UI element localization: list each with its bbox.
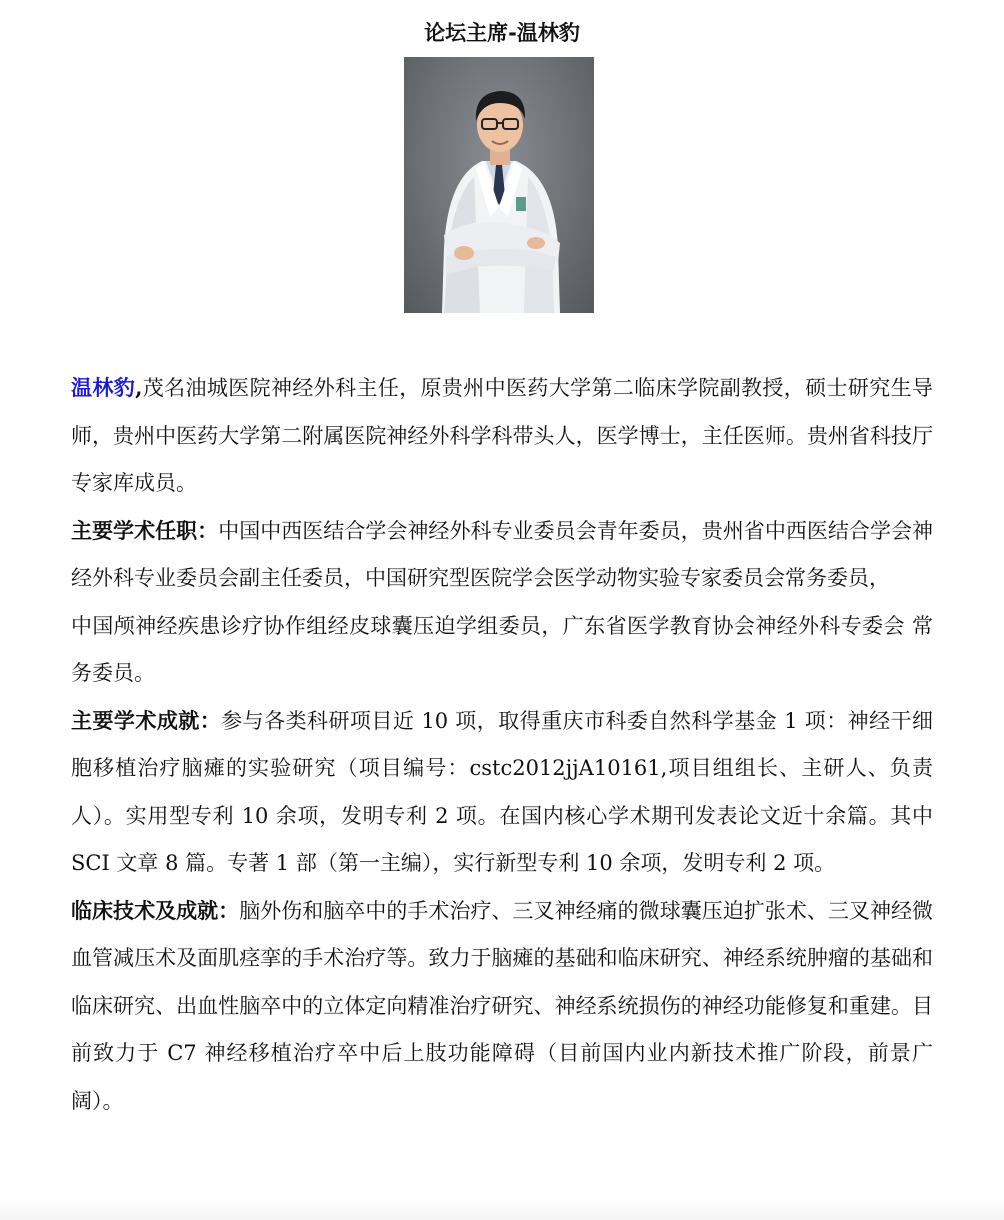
person-name: 温林豹 — [71, 376, 136, 400]
bio-text: 茂名油城医院神经外科主任，原贵州中医药大学第二临床学院副教授，硕士研究生导师，贵州中医药大学第二附属医院神经外科学科带头人，医学博士，主任医师。贵州省科技厅专家库成员。 — [71, 376, 934, 495]
name-separator: , — [135, 375, 143, 400]
section-label: 主要学术成就： — [71, 708, 222, 733]
section-academic-positions — [71, 508, 933, 603]
section-academic-achievements — [71, 698, 933, 888]
section-clinical-achievements — [71, 888, 933, 1126]
page-title: 论坛主席-温林豹 — [424, 21, 580, 45]
section-text: 脑外伤和脑卒中的手术治疗、三叉神经痛的微球囊压迫扩张术、三叉神经微血管减压术及面肌痉挛的手术治疗等。致力于脑瘫的基础和临床研究、神经系统肿瘤的基础和临床研究、出血性脑卒中的立体定向精准治疗研究、神经系统损伤的神经功能修复和重建。目前致力于 C7 神经移植治疗卒中后上肢功能障碍（目前国内业内新技术推广阶段，前景广阔）。 — [71, 898, 934, 1113]
doctor-portrait-icon — [404, 57, 594, 313]
page-bottom-edge — [0, 1200, 1004, 1220]
section-text: 中国颅神经疾患诊疗协作组经皮球囊压迫学组委员，广东省医学教育协会神经外科专委会 常务委员。 — [71, 613, 933, 685]
portrait-photo — [404, 57, 594, 313]
section-academic-positions-continued — [71, 603, 933, 698]
section-text: 中国中西医结合学会神经外科专业委员会青年委员，贵州省中西医结合学会神经外科专业委员会副主任委员，中国研究型医院学会医学动物实验专家委员会常务委员， — [71, 518, 934, 590]
bio-paragraph — [71, 364, 933, 508]
section-label: 主要学术任职： — [71, 518, 219, 543]
section-text: 参与各类科研项目近 10 项，取得重庆市科委自然科学基金 1 项：神经干细胞移植治疗脑瘫的实验研究（项目编号：cstc2012jjA10161,项目组组长、主研人、负责人）。实用型专利 10 余项，发明专利 2 项。在国内核心学术期刊发表论文近十余篇。其中 SCI 文章 8 篇。专著 1 部（第一主编），实行新型专利 10 余项，发明专利 2 项。 — [71, 708, 934, 875]
section-label: 临床技术及成就： — [71, 898, 240, 923]
bio-content — [71, 364, 933, 1125]
